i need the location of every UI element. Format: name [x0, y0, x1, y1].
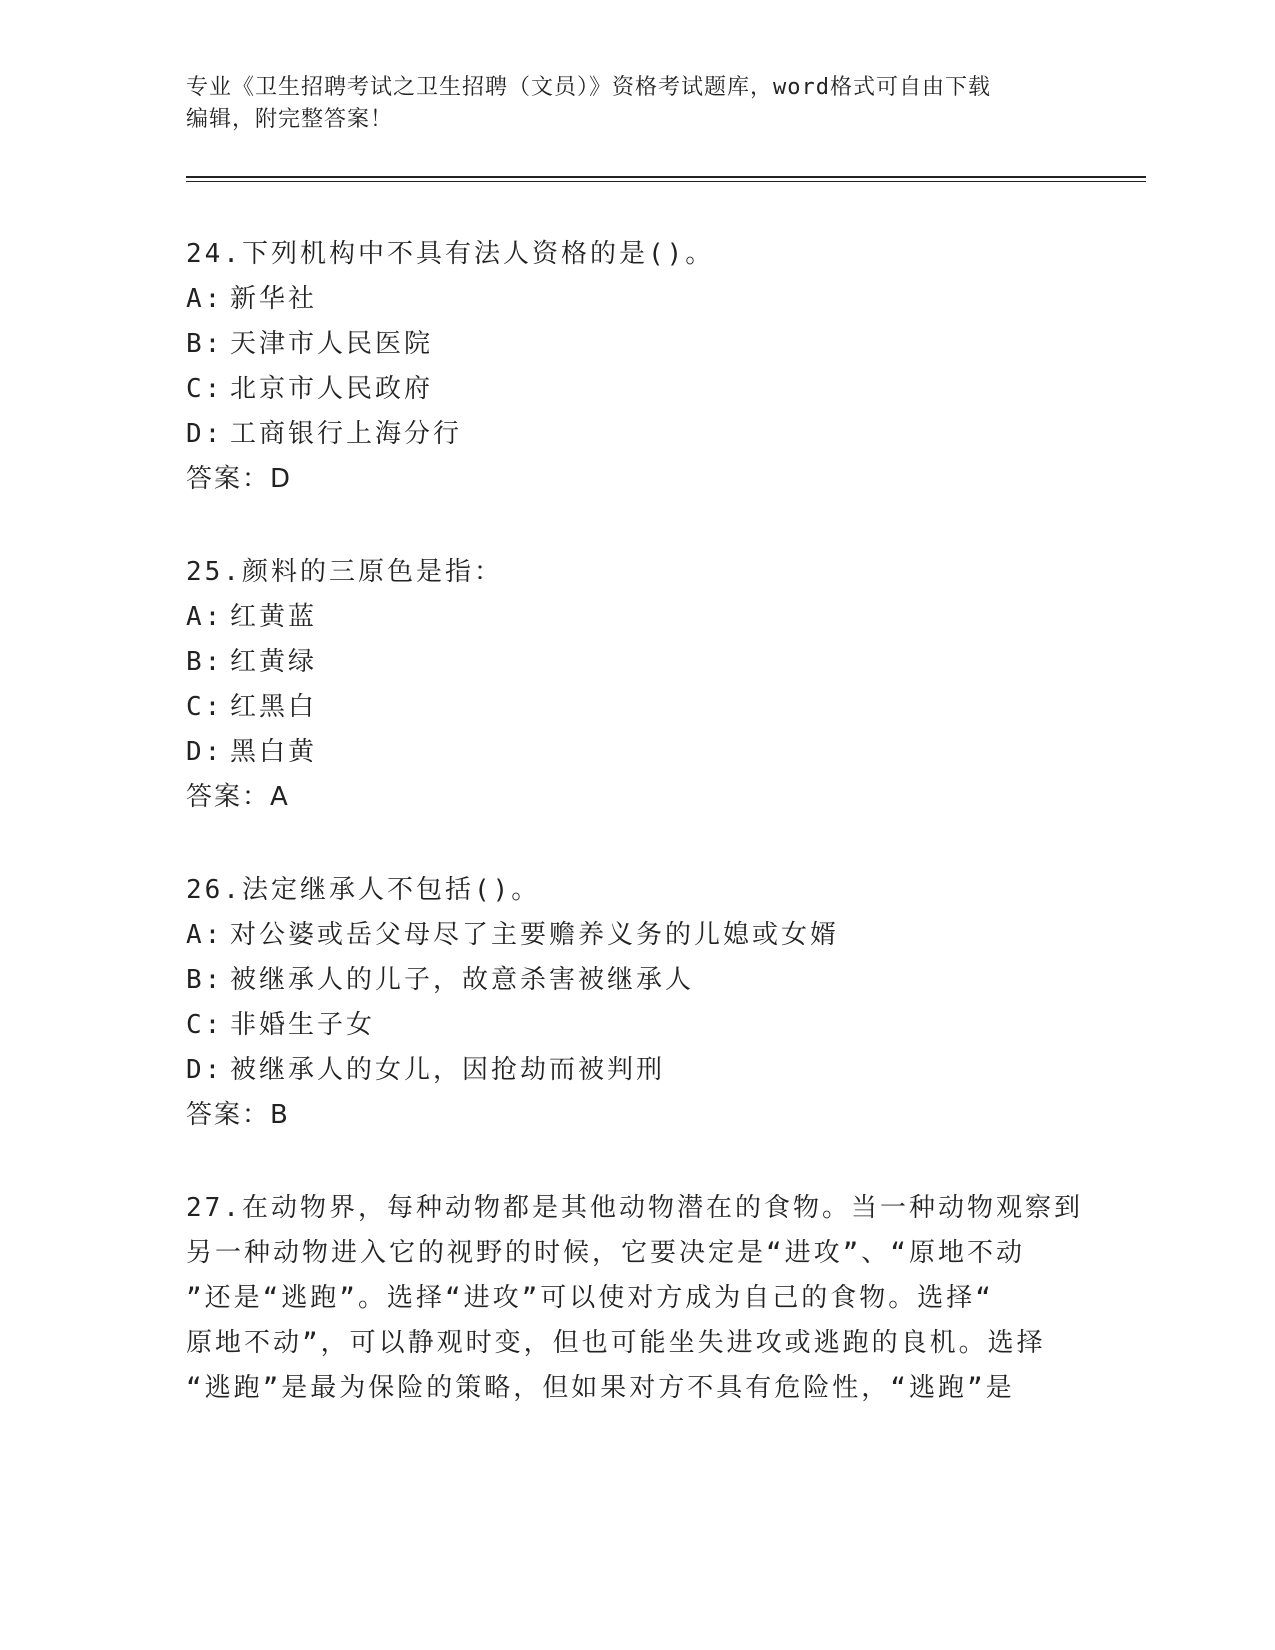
option-c	[186, 1003, 1066, 1048]
option-letter: D:	[186, 737, 224, 767]
option-text: 黑白黄	[230, 737, 318, 767]
option-text: 被继承人的儿子，故意杀害被继承人	[230, 965, 695, 995]
question-stem: 26.法定继承人不包括()。	[186, 875, 541, 905]
question-stem: 24.下列机构中不具有法人资格的是()。	[186, 239, 715, 269]
header-line-2: 编辑，附完整答案！	[186, 107, 394, 132]
option-text: 对公婆或岳父母尽了主要赡养义务的儿媳或女婿	[230, 920, 840, 950]
option-text: 红黄蓝	[230, 602, 318, 632]
option-letter: C:	[186, 374, 224, 404]
option-d	[186, 1048, 1066, 1093]
question-stem-line: ”还是“逃跑”。选择“进攻”可以使对方成为自己的食物。选择“	[186, 1283, 994, 1313]
option-text: 红黑白	[230, 692, 318, 722]
option-letter: A:	[186, 284, 224, 314]
option-text: 天津市人民医院	[230, 329, 434, 359]
option-text: 非婚生子女	[230, 1010, 376, 1040]
question-stem-line: “逃跑”是最为保险的策略，但如果对方不具有危险性，“逃跑”是	[186, 1373, 1015, 1403]
option-letter: D:	[186, 1055, 224, 1085]
option-letter: B:	[186, 647, 224, 677]
question-24	[186, 232, 1066, 502]
option-text: 新华社	[230, 284, 318, 314]
option-a	[186, 595, 1066, 640]
option-letter: A:	[186, 920, 224, 950]
answer-line: 答案：D	[186, 464, 293, 494]
option-letter: C:	[186, 692, 224, 722]
header-line-1: 专业《卫生招聘考试之卫生招聘（文员）》资格考试题库，word格式可自由下载	[186, 75, 991, 100]
option-letter: B:	[186, 965, 224, 995]
option-letter: C:	[186, 1010, 224, 1040]
option-b	[186, 958, 1066, 1003]
option-d	[186, 730, 1066, 775]
option-letter: B:	[186, 329, 224, 359]
option-d	[186, 412, 1066, 457]
header-divider	[186, 176, 1146, 178]
option-text: 红黄绿	[230, 647, 318, 677]
question-stem-line: 原地不动”，可以静观时变，但也可能坐失进攻或逃跑的良机。选择	[186, 1328, 1046, 1358]
header-divider-thin	[186, 181, 1146, 182]
option-b	[186, 640, 1066, 685]
question-26	[186, 868, 1066, 1138]
question-27	[186, 1186, 1083, 1411]
question-25	[186, 550, 1066, 820]
question-stem-line: 27.在动物界，每种动物都是其他动物潜在的食物。当一种动物观察到	[186, 1193, 1083, 1223]
question-stem-line: 另一种动物进入它的视野的时候，它要决定是“进攻”、“原地不动	[186, 1238, 1025, 1268]
option-a	[186, 277, 1066, 322]
option-a	[186, 913, 1066, 958]
option-b	[186, 322, 1066, 367]
answer-line: 答案：A	[186, 782, 290, 812]
option-text: 工商银行上海分行	[230, 419, 463, 449]
answer-line: 答案：B	[186, 1100, 290, 1130]
option-c	[186, 685, 1066, 730]
option-c	[186, 367, 1066, 412]
question-stem: 25.颜料的三原色是指：	[186, 557, 503, 587]
option-letter: A:	[186, 602, 224, 632]
option-letter: D:	[186, 419, 224, 449]
option-text: 被继承人的女儿，因抢劫而被判刑	[230, 1055, 666, 1085]
option-text: 北京市人民政府	[230, 374, 434, 404]
document-header	[186, 72, 1066, 136]
